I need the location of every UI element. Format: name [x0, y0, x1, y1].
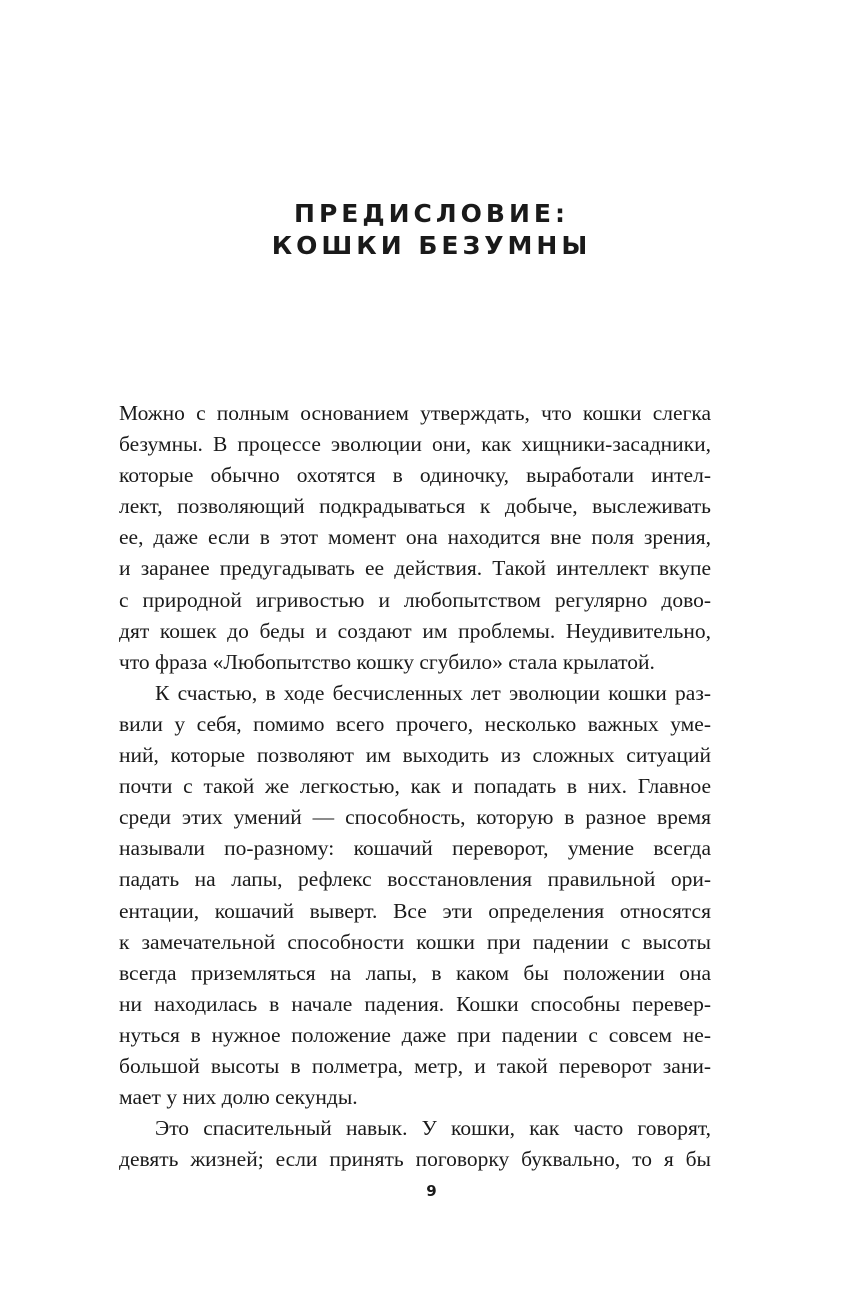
text-line: Это спасительный навык. У кошки, как часто говорят,: [155, 1116, 711, 1141]
text-line: среди этих умений — способность, которую в разное время: [119, 805, 711, 830]
text-line: большой высоты в полметра, метр, и такой переворот зани-: [119, 1053, 711, 1078]
text-line: к замечательной способности кошки при падении с высоты: [119, 929, 711, 954]
text-line: что фраза «Любопытство кошку сгубило» стала крылатой.: [119, 649, 655, 674]
text-line: дят кошек до беды и создают им проблемы. Неудивительно,: [119, 618, 711, 643]
text-line: ний, которые позволяют им выходить из сложных ситуаций: [119, 743, 711, 768]
text-line: мает у них долю секунды.: [119, 1085, 358, 1110]
text-line: называли по-разному: кошачий переворот, умение всегда: [119, 836, 711, 861]
text-line: падать на лапы, рефлекс восстановления правильной ори-: [119, 867, 711, 892]
text-line: безумны. В процессе эволюции они, как хищники-засадники,: [119, 432, 711, 457]
text-line: и заранее предугадывать ее действия. Такой интеллект вкупе: [119, 556, 711, 581]
text-line: нуться в нужное положение даже при падении с совсем не-: [119, 1022, 711, 1047]
chapter-title-line-1: ПРЕДИСЛОВИЕ:: [294, 199, 569, 228]
text-line: ентации, кошачий выверт. Все эти определения относятся: [119, 898, 711, 923]
text-line: ни находилась в начале падения. Кошки способны перевер-: [119, 991, 711, 1016]
text-line: почти с такой же легкостью, как и попадать в них. Главное: [119, 774, 711, 799]
text-line: Можно с полным основанием утверждать, что кошки слегка: [119, 401, 711, 425]
text-line: которые обычно охотятся в одиночку, выработали интел-: [119, 463, 711, 488]
paragraph: [119, 1113, 711, 1175]
body-text: [119, 398, 711, 1175]
chapter-title: [0, 198, 863, 262]
paragraph: [119, 678, 711, 1113]
text-line: ее, даже если в этот момент она находится вне поля зрения,: [119, 525, 711, 550]
chapter-title-line-2: КОШКИ БЕЗУМНЫ: [271, 231, 592, 260]
text-line: всегда приземляться на лапы, в каком бы положении она: [119, 960, 711, 985]
text-line: девять жизней; если принять поговорку буквально, то я бы: [119, 1147, 711, 1172]
text-line: вили у себя, помимо всего прочего, несколько важных уме-: [119, 711, 711, 736]
text-line: лект, позволяющий подкрадываться к добыче, выслеживать: [119, 494, 711, 519]
text-line: с природной игривостью и любопытством регулярно дово-: [119, 587, 711, 612]
paragraph: [119, 398, 711, 678]
text-line: К счастью, в ходе бесчисленных лет эволюции кошки раз-: [155, 680, 711, 705]
page-number: 9: [426, 1182, 437, 1200]
